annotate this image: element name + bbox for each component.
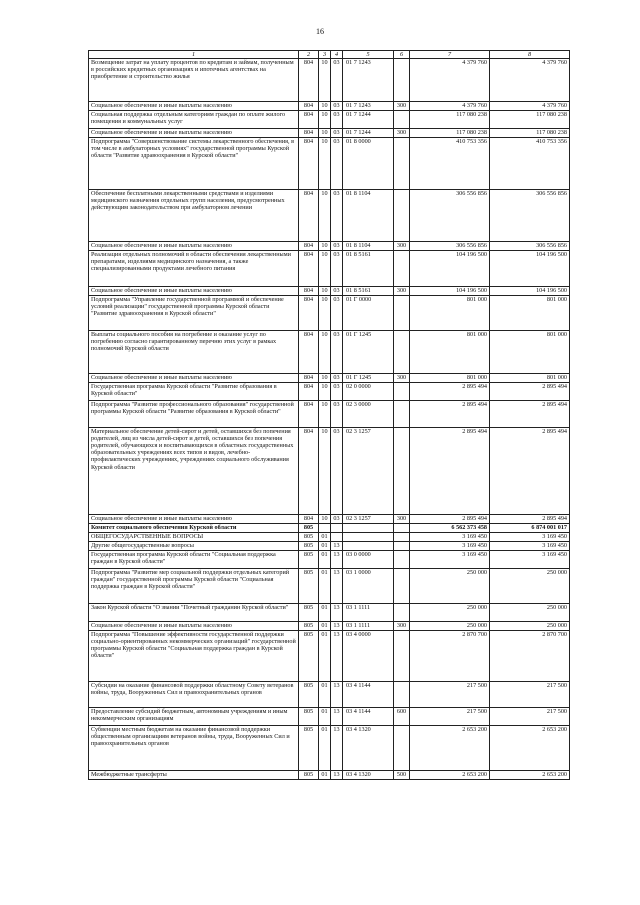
target-article-code: 01 8 5161 bbox=[343, 287, 394, 296]
table-row bbox=[89, 428, 570, 515]
amount-year-2: 250 000 bbox=[490, 622, 570, 631]
subsection-code: 03 bbox=[331, 428, 343, 515]
section-code: 10 bbox=[319, 287, 331, 296]
amount-year-1: 250 000 bbox=[410, 604, 490, 622]
section-code: 10 bbox=[319, 383, 331, 401]
budget-item-name: Подпрограмма "Совершенствование системы лекарственного обеспечения, в том числе в амбулаторных условиях" государственной программы Курской области "Развитие здравоохранения в Курской области" bbox=[89, 138, 299, 190]
section-code: 01 bbox=[319, 771, 331, 780]
amount-year-2: 2 653 200 bbox=[490, 771, 570, 780]
amount-year-1: 117 080 238 bbox=[410, 129, 490, 138]
amount-year-2: 801 000 bbox=[490, 374, 570, 383]
grbs-code: 805 bbox=[299, 631, 319, 682]
target-article-code: 03 1 1111 bbox=[343, 622, 394, 631]
budget-item-name: Социальное обеспечение и иные выплаты населению bbox=[89, 102, 299, 111]
section-code: 10 bbox=[319, 331, 331, 374]
grbs-code: 805 bbox=[299, 604, 319, 622]
target-article-code: 02 3 1257 bbox=[343, 428, 394, 515]
amount-year-1: 801 000 bbox=[410, 331, 490, 374]
target-article-code bbox=[343, 542, 394, 551]
expense-type-code bbox=[394, 383, 410, 401]
target-article-code: 02 3 0000 bbox=[343, 401, 394, 428]
target-article-code: 01 Г 1245 bbox=[343, 374, 394, 383]
amount-year-1: 250 000 bbox=[410, 622, 490, 631]
amount-year-2: 3 169 450 bbox=[490, 542, 570, 551]
column-header: 8 bbox=[490, 51, 570, 59]
subsection-code: 13 bbox=[331, 771, 343, 780]
target-article-code: 01 7 1243 bbox=[343, 59, 394, 102]
table-row bbox=[89, 111, 570, 129]
grbs-code: 804 bbox=[299, 383, 319, 401]
section-code: 10 bbox=[319, 102, 331, 111]
expense-type-code bbox=[394, 682, 410, 708]
subsection-code bbox=[331, 524, 343, 533]
grbs-code: 804 bbox=[299, 102, 319, 111]
table-row bbox=[89, 542, 570, 551]
table-row bbox=[89, 401, 570, 428]
section-code: 10 bbox=[319, 190, 331, 242]
column-header: 6 bbox=[394, 51, 410, 59]
expense-type-code bbox=[394, 59, 410, 102]
table-row bbox=[89, 296, 570, 331]
column-header: 4 bbox=[331, 51, 343, 59]
amount-year-2: 250 000 bbox=[490, 604, 570, 622]
budget-item-name: Возмещение затрат на уплату процентов по кредитам и займам, полученным в российских кредитных организациях и ипотечных агентствах на приобретение и строительство жилья bbox=[89, 59, 299, 102]
section-code: 10 bbox=[319, 138, 331, 190]
table-row bbox=[89, 682, 570, 708]
grbs-code: 804 bbox=[299, 428, 319, 515]
budget-item-name: Обеспечение бесплатными лекарственными средствами и изделиями медицинского назначения отдельных групп населения, предусмотренных действующим законодательством при амбулаторном лечении bbox=[89, 190, 299, 242]
budget-item-name: Государственная программа Курской области "Социальная поддержка граждан в Курской области" bbox=[89, 551, 299, 569]
table-row bbox=[89, 251, 570, 287]
grbs-code: 804 bbox=[299, 401, 319, 428]
expense-type-code bbox=[394, 331, 410, 374]
target-article-code: 01 7 1243 bbox=[343, 102, 394, 111]
expense-type-code: 300 bbox=[394, 374, 410, 383]
subsection-code bbox=[331, 533, 343, 542]
expense-type-code: 300 bbox=[394, 622, 410, 631]
subsection-code: 03 bbox=[331, 138, 343, 190]
target-article-code: 01 Г 1245 bbox=[343, 331, 394, 374]
table-header-row bbox=[89, 51, 570, 59]
amount-year-1: 410 753 356 bbox=[410, 138, 490, 190]
amount-year-1: 2 895 494 bbox=[410, 515, 490, 524]
amount-year-1: 117 080 238 bbox=[410, 111, 490, 129]
grbs-code: 804 bbox=[299, 129, 319, 138]
amount-year-1: 2 870 700 bbox=[410, 631, 490, 682]
subsection-code: 03 bbox=[331, 59, 343, 102]
subsection-code: 13 bbox=[331, 604, 343, 622]
subsection-code: 03 bbox=[331, 102, 343, 111]
expense-type-code bbox=[394, 401, 410, 428]
amount-year-1: 217 500 bbox=[410, 682, 490, 708]
column-header: 7 bbox=[410, 51, 490, 59]
amount-year-2: 410 753 356 bbox=[490, 138, 570, 190]
expense-type-code bbox=[394, 569, 410, 604]
section-code: 10 bbox=[319, 515, 331, 524]
expense-type-code bbox=[394, 631, 410, 682]
expense-type-code: 600 bbox=[394, 708, 410, 726]
subsection-code: 03 bbox=[331, 242, 343, 251]
target-article-code: 01 8 1104 bbox=[343, 242, 394, 251]
subsection-code: 03 bbox=[331, 401, 343, 428]
grbs-code: 804 bbox=[299, 138, 319, 190]
subsection-code: 03 bbox=[331, 296, 343, 331]
expense-type-code: 500 bbox=[394, 771, 410, 780]
amount-year-1: 6 562 373 458 bbox=[410, 524, 490, 533]
budget-item-name: Социальное обеспечение и иные выплаты населению bbox=[89, 287, 299, 296]
subsection-code: 03 bbox=[331, 515, 343, 524]
section-code: 01 bbox=[319, 726, 331, 771]
expense-type-code bbox=[394, 533, 410, 542]
target-article-code: 01 8 5161 bbox=[343, 251, 394, 287]
budget-item-name: Предоставление субсидий бюджетным, автономным учреждениям и иным некоммерческим организациям bbox=[89, 708, 299, 726]
budget-item-name: ОБЩЕГОСУДАРСТВЕННЫЕ ВОПРОСЫ bbox=[89, 533, 299, 542]
table-row bbox=[89, 383, 570, 401]
amount-year-1: 4 379 760 bbox=[410, 102, 490, 111]
subsection-code: 13 bbox=[331, 726, 343, 771]
amount-year-2: 2 870 700 bbox=[490, 631, 570, 682]
section-code bbox=[319, 524, 331, 533]
amount-year-1: 104 196 500 bbox=[410, 287, 490, 296]
budget-item-name: Подпрограмма "Повышение эффективности государственной поддержки социально-ориентированных некоммерческих организаций" государственной программы Курской области "Социальная поддержка граждан в Курской области" bbox=[89, 631, 299, 682]
amount-year-2: 2 895 494 bbox=[490, 515, 570, 524]
amount-year-1: 3 169 450 bbox=[410, 551, 490, 569]
amount-year-1: 306 556 856 bbox=[410, 190, 490, 242]
amount-year-1: 2 653 200 bbox=[410, 726, 490, 771]
budget-item-name: Межбюджетные трансферты bbox=[89, 771, 299, 780]
amount-year-2: 3 169 450 bbox=[490, 533, 570, 542]
target-article-code: 01 7 1244 bbox=[343, 111, 394, 129]
table-row bbox=[89, 533, 570, 542]
grbs-code: 804 bbox=[299, 59, 319, 102]
subsection-code: 03 bbox=[331, 331, 343, 374]
expense-type-code: 300 bbox=[394, 129, 410, 138]
target-article-code: 01 Г 0000 bbox=[343, 296, 394, 331]
column-header: 3 bbox=[319, 51, 331, 59]
grbs-code: 804 bbox=[299, 251, 319, 287]
amount-year-2: 217 500 bbox=[490, 682, 570, 708]
target-article-code: 03 0 0000 bbox=[343, 551, 394, 569]
section-code: 01 bbox=[319, 551, 331, 569]
table-row bbox=[89, 622, 570, 631]
subsection-code: 03 bbox=[331, 287, 343, 296]
expense-type-code bbox=[394, 726, 410, 771]
subsection-code: 03 bbox=[331, 129, 343, 138]
budget-item-name: Социальное обеспечение и иные выплаты населению bbox=[89, 129, 299, 138]
grbs-code: 805 bbox=[299, 569, 319, 604]
target-article-code: 03 1 1111 bbox=[343, 604, 394, 622]
subsection-code: 13 bbox=[331, 631, 343, 682]
column-header: 5 bbox=[343, 51, 394, 59]
grbs-code: 805 bbox=[299, 551, 319, 569]
section-code: 10 bbox=[319, 59, 331, 102]
subsection-code: 03 bbox=[331, 111, 343, 129]
section-code: 01 bbox=[319, 631, 331, 682]
table-row bbox=[89, 515, 570, 524]
table-row bbox=[89, 102, 570, 111]
subsection-code: 03 bbox=[331, 383, 343, 401]
amount-year-2: 801 000 bbox=[490, 296, 570, 331]
grbs-code: 805 bbox=[299, 771, 319, 780]
section-code: 10 bbox=[319, 296, 331, 331]
grbs-code: 804 bbox=[299, 190, 319, 242]
subsection-code: 13 bbox=[331, 569, 343, 604]
expense-type-code bbox=[394, 296, 410, 331]
budget-item-name: Подпрограмма "Развитие мер социальной поддержки отдельных категорий граждан" государственной программы Курской области "Социальная поддержка граждан в Курской области" bbox=[89, 569, 299, 604]
target-article-code: 01 8 1104 bbox=[343, 190, 394, 242]
section-code: 10 bbox=[319, 401, 331, 428]
amount-year-2: 4 379 760 bbox=[490, 59, 570, 102]
target-article-code: 01 8 0000 bbox=[343, 138, 394, 190]
target-article-code: 03 4 0000 bbox=[343, 631, 394, 682]
grbs-code: 804 bbox=[299, 515, 319, 524]
table-row bbox=[89, 59, 570, 102]
amount-year-1: 2 895 494 bbox=[410, 428, 490, 515]
section-code: 10 bbox=[319, 111, 331, 129]
section-code: 01 bbox=[319, 682, 331, 708]
subsection-code: 13 bbox=[331, 622, 343, 631]
budget-item-name: Государственная программа Курской области "Развитие образования в Курской области" bbox=[89, 383, 299, 401]
expense-type-code bbox=[394, 604, 410, 622]
subsection-code: 03 bbox=[331, 251, 343, 287]
amount-year-1: 3 169 450 bbox=[410, 542, 490, 551]
section-code: 01 bbox=[319, 708, 331, 726]
target-article-code bbox=[343, 533, 394, 542]
budget-item-name: Социальная поддержка отдельным категориям граждан по оплате жилого помещения и коммунальных услуг bbox=[89, 111, 299, 129]
grbs-code: 805 bbox=[299, 542, 319, 551]
section-code: 01 bbox=[319, 622, 331, 631]
table-row bbox=[89, 374, 570, 383]
table-row bbox=[89, 331, 570, 374]
amount-year-1: 306 556 856 bbox=[410, 242, 490, 251]
expense-type-code bbox=[394, 190, 410, 242]
budget-item-name: Реализация отдельных полномочий в области обеспечения лекарственными препаратами, изделиями медицинского назначения, а также специализированными продуктами лечебного питания bbox=[89, 251, 299, 287]
table-row bbox=[89, 569, 570, 604]
expense-type-code bbox=[394, 551, 410, 569]
budget-item-name: Другие общегосударственные вопросы bbox=[89, 542, 299, 551]
amount-year-2: 2 895 494 bbox=[490, 383, 570, 401]
amount-year-2: 4 379 760 bbox=[490, 102, 570, 111]
section-code: 10 bbox=[319, 374, 331, 383]
grbs-code: 804 bbox=[299, 374, 319, 383]
amount-year-2: 6 874 001 017 bbox=[490, 524, 570, 533]
expense-type-code bbox=[394, 251, 410, 287]
amount-year-1: 250 000 bbox=[410, 569, 490, 604]
expense-type-code bbox=[394, 524, 410, 533]
amount-year-2: 117 080 238 bbox=[490, 111, 570, 129]
section-code: 01 bbox=[319, 604, 331, 622]
target-article-code bbox=[343, 524, 394, 533]
subsection-code: 13 bbox=[331, 682, 343, 708]
expense-type-code bbox=[394, 428, 410, 515]
budget-item-name: Социальное обеспечение и иные выплаты населению bbox=[89, 515, 299, 524]
table-row bbox=[89, 524, 570, 533]
table-row bbox=[89, 287, 570, 296]
target-article-code: 02 3 1257 bbox=[343, 515, 394, 524]
table-row bbox=[89, 631, 570, 682]
grbs-code: 805 bbox=[299, 726, 319, 771]
budget-item-name: Закон Курской области "О звании "Почетный гражданин Курской области" bbox=[89, 604, 299, 622]
amount-year-1: 217 500 bbox=[410, 708, 490, 726]
table-row bbox=[89, 551, 570, 569]
subsection-code: 03 bbox=[331, 374, 343, 383]
amount-year-1: 104 196 500 bbox=[410, 251, 490, 287]
expense-type-code: 300 bbox=[394, 515, 410, 524]
table-row bbox=[89, 138, 570, 190]
target-article-code: 03 4 1144 bbox=[343, 708, 394, 726]
target-article-code: 03 4 1320 bbox=[343, 771, 394, 780]
grbs-code: 805 bbox=[299, 524, 319, 533]
subsection-code: 13 bbox=[331, 708, 343, 726]
amount-year-1: 801 000 bbox=[410, 374, 490, 383]
expense-type-code: 300 bbox=[394, 102, 410, 111]
budget-item-name: Социальное обеспечение и иные выплаты населению bbox=[89, 622, 299, 631]
table-row bbox=[89, 708, 570, 726]
expense-type-code: 300 bbox=[394, 242, 410, 251]
section-code: 10 bbox=[319, 242, 331, 251]
target-article-code: 03 4 1144 bbox=[343, 682, 394, 708]
table-row bbox=[89, 242, 570, 251]
budget-item-name: Социальное обеспечение и иные выплаты населению bbox=[89, 374, 299, 383]
column-header: 1 bbox=[89, 51, 299, 59]
amount-year-2: 2 895 494 bbox=[490, 428, 570, 515]
subsection-code: 13 bbox=[331, 542, 343, 551]
section-code: 01 bbox=[319, 542, 331, 551]
amount-year-2: 104 196 500 bbox=[490, 251, 570, 287]
grbs-code: 804 bbox=[299, 296, 319, 331]
expense-type-code bbox=[394, 138, 410, 190]
target-article-code: 03 1 0000 bbox=[343, 569, 394, 604]
section-code: 01 bbox=[319, 569, 331, 604]
expense-type-code bbox=[394, 111, 410, 129]
target-article-code: 02 0 0000 bbox=[343, 383, 394, 401]
table-row bbox=[89, 604, 570, 622]
subsection-code: 13 bbox=[331, 551, 343, 569]
grbs-code: 804 bbox=[299, 331, 319, 374]
amount-year-1: 801 000 bbox=[410, 296, 490, 331]
amount-year-2: 117 080 238 bbox=[490, 129, 570, 138]
expense-type-code: 300 bbox=[394, 287, 410, 296]
amount-year-2: 104 196 500 bbox=[490, 287, 570, 296]
target-article-code: 03 4 1320 bbox=[343, 726, 394, 771]
grbs-code: 805 bbox=[299, 682, 319, 708]
page-number: 16 bbox=[316, 27, 324, 36]
table-row bbox=[89, 771, 570, 780]
amount-year-2: 2 653 200 bbox=[490, 726, 570, 771]
expense-type-code bbox=[394, 542, 410, 551]
grbs-code: 805 bbox=[299, 622, 319, 631]
column-header: 2 bbox=[299, 51, 319, 59]
budget-item-name: Субсидии на оказание финансовой поддержки областному Совету ветеранов войны, труда, Вооруженных Сил и правоохранительных органов bbox=[89, 682, 299, 708]
amount-year-2: 3 169 450 bbox=[490, 551, 570, 569]
grbs-code: 804 bbox=[299, 111, 319, 129]
amount-year-2: 306 556 856 bbox=[490, 190, 570, 242]
grbs-code: 805 bbox=[299, 708, 319, 726]
budget-item-name: Подпрограмма "Развитие профессионального образования" государственной программы Курской области "Развитие образования в Курской области" bbox=[89, 401, 299, 428]
target-article-code: 01 7 1244 bbox=[343, 129, 394, 138]
budget-item-name: Субвенции местным бюджетам на оказание финансовой поддержки общественным организациям ветеранов войны, труда, Вооруженных Сил и правоохранительных органов bbox=[89, 726, 299, 771]
table-row bbox=[89, 190, 570, 242]
amount-year-1: 2 895 494 bbox=[410, 383, 490, 401]
table-row bbox=[89, 129, 570, 138]
amount-year-1: 2 653 200 bbox=[410, 771, 490, 780]
section-code: 10 bbox=[319, 428, 331, 515]
budget-item-name: Выплаты социального пособия на погребение и оказание услуг по погребению согласно гарантированному перечню этих услуг в рамках полномочий Курской области bbox=[89, 331, 299, 374]
amount-year-1: 3 169 450 bbox=[410, 533, 490, 542]
budget-item-name: Подпрограмма "Управление государственной программой и обеспечение условий реализации" государственной программы Курской области "Развитие здравоохранения в Курской области" bbox=[89, 296, 299, 331]
section-code: 10 bbox=[319, 251, 331, 287]
budget-table bbox=[88, 50, 570, 780]
budget-item-name: Социальное обеспечение и иные выплаты населению bbox=[89, 242, 299, 251]
amount-year-1: 4 379 760 bbox=[410, 59, 490, 102]
grbs-code: 805 bbox=[299, 533, 319, 542]
budget-item-name: Комитет социального обеспечения Курской области bbox=[89, 524, 299, 533]
table-row bbox=[89, 726, 570, 771]
amount-year-2: 2 895 494 bbox=[490, 401, 570, 428]
amount-year-2: 306 556 856 bbox=[490, 242, 570, 251]
amount-year-2: 217 500 bbox=[490, 708, 570, 726]
section-code: 10 bbox=[319, 129, 331, 138]
grbs-code: 804 bbox=[299, 287, 319, 296]
amount-year-1: 2 895 494 bbox=[410, 401, 490, 428]
section-code: 01 bbox=[319, 533, 331, 542]
amount-year-2: 250 000 bbox=[490, 569, 570, 604]
amount-year-2: 801 000 bbox=[490, 331, 570, 374]
subsection-code: 03 bbox=[331, 190, 343, 242]
grbs-code: 804 bbox=[299, 242, 319, 251]
budget-item-name: Материальное обеспечение детей-сирот и детей, оставшихся без попечения родителей, лиц из числа детей-сирот и детей, оставшихся без попечения родителей, обучающихся и воспитывающихся в областных государственных образовательных учреждениях всех типов и видов, лечебно-профилактических учреждениях, учреждениях социального обслуживания Курской области bbox=[89, 428, 299, 515]
